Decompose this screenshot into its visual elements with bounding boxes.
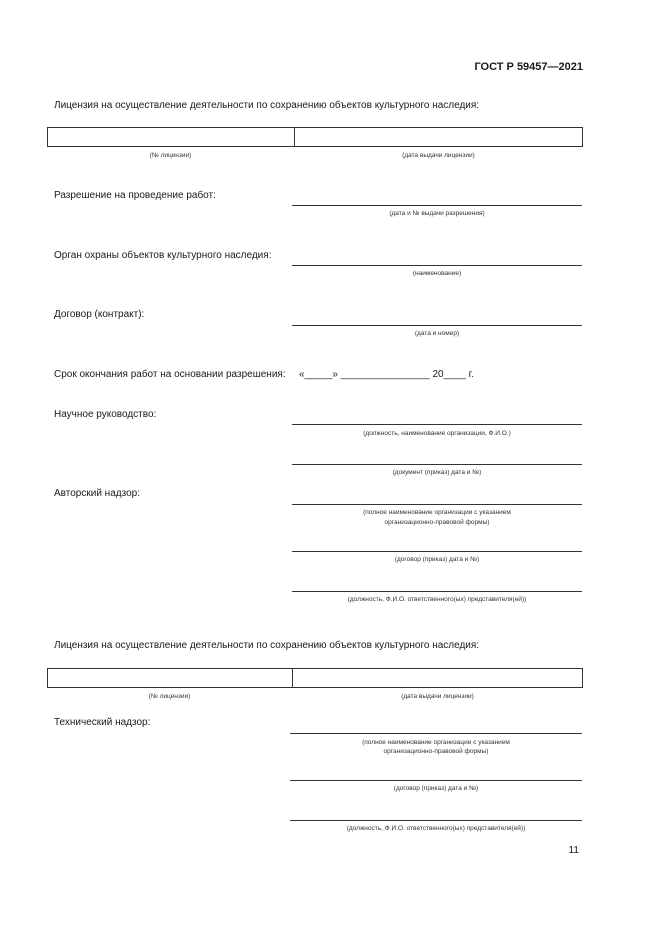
author-supervision-caption-2: (договор (приказ) дата и №) (394, 556, 480, 563)
permit-caption: (дата и № выдачи разрешения) (389, 210, 485, 217)
scientific-field-1[interactable] (292, 424, 582, 425)
license-number-field-2[interactable] (48, 669, 293, 687)
license-number-field[interactable] (48, 128, 295, 146)
license-date-caption-2: (дата выдачи лицензии) (401, 693, 474, 700)
license-number-caption: (№ лицензии) (149, 152, 192, 159)
scientific-caption-1: (должность, наименование организации, Ф.И.О.) (363, 430, 511, 437)
technical-supervision-caption-3: (должность, Ф.И.О. ответственного(ых) представителя(ей)) (346, 825, 526, 832)
license-number-caption-2: (№ лицензии) (148, 693, 191, 700)
deadline-value[interactable]: «_____» ________________ 20____ г. (299, 369, 474, 380)
standard-designation: ГОСТ Р 59457—2021 (474, 61, 583, 73)
technical-supervision-field-2[interactable] (290, 780, 582, 781)
scientific-label: Научное руководство: (54, 409, 157, 420)
author-supervision-caption-3: (должность, Ф.И.О. ответственного(ых) представителя(ей)) (347, 596, 527, 603)
author-supervision-caption-1b: организационно-правовой формы) (384, 519, 490, 526)
author-supervision-field-3[interactable] (292, 591, 582, 592)
license-table (47, 127, 583, 147)
scientific-caption-2: (документ (приказ) дата и №) (392, 469, 482, 476)
technical-supervision-field-3[interactable] (290, 820, 582, 821)
license-title: Лицензия на осуществление деятельности по сохранению объектов культурного наследия: (54, 100, 480, 111)
contract-label: Договор (контракт): (54, 309, 145, 320)
technical-supervision-label: Технический надзор: (54, 717, 151, 728)
license-date-caption: (дата выдачи лицензии) (402, 152, 475, 159)
author-supervision-field-1[interactable] (292, 504, 582, 505)
contract-caption: (дата и номер) (414, 330, 460, 337)
author-supervision-field-2[interactable] (292, 551, 582, 552)
license-title-2: Лицензия на осуществление деятельности по сохранению объектов культурного наследия: (54, 640, 480, 651)
permit-label: Разрешение на проведение работ: (54, 190, 216, 201)
license-table-2 (47, 668, 583, 688)
license-date-field[interactable] (295, 128, 582, 146)
author-supervision-caption-1: (полное наименование организации с указанием (363, 509, 511, 516)
technical-supervision-field-1[interactable] (290, 733, 582, 734)
page-number: 11 (568, 845, 579, 856)
technical-supervision-caption-2: (договор (приказ) дата и №) (393, 785, 479, 792)
scientific-field-2[interactable] (292, 464, 582, 465)
author-supervision-label: Авторский надзор: (54, 488, 140, 499)
technical-supervision-caption-1: (полное наименование организации с указанием (362, 739, 510, 746)
license-date-field-2[interactable] (293, 669, 582, 687)
authority-label: Орган охраны объектов культурного наследия: (54, 250, 272, 261)
permit-field[interactable] (292, 205, 582, 206)
authority-caption: (наименование) (412, 270, 462, 277)
technical-supervision-caption-1b: организационно-правовой формы) (383, 748, 489, 755)
contract-field[interactable] (292, 325, 582, 326)
authority-field[interactable] (292, 265, 582, 266)
deadline-label: Срок окончания работ на основании разрешения: (54, 369, 286, 380)
